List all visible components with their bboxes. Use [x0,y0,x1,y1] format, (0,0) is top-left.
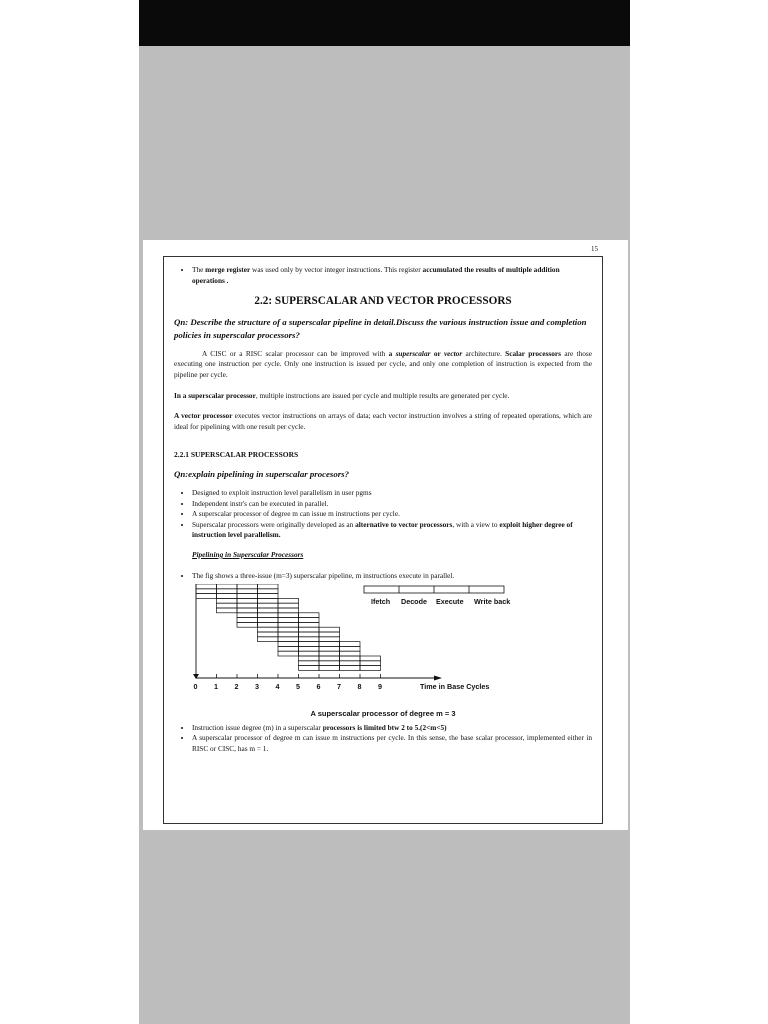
pipeline-stage-cell [360,661,381,666]
text: , with a view to [452,519,500,529]
legend-label-decode: Decode [401,597,427,607]
axis-tick-label: 2 [234,682,239,692]
pipeline-stage-cell [319,661,340,666]
bold-text: alternative to vector processors [355,519,453,529]
pipeline-stage-cell [299,642,320,647]
bold-text: processors is limited btw 2 to 5.(2<m<5) [322,722,447,732]
pipeline-stage-cell [278,642,299,647]
list-item: • Designed to exploit instruction level parallelism in user pgms [192,488,592,499]
pipeline-stage-cell [258,627,279,632]
pipeline-stage-cell [299,622,320,627]
pipeline-stage-cell [278,632,299,637]
pipeline-stage-cell [237,594,258,599]
intro-bullet-list [174,265,592,286]
pipeline-stage-cell [319,646,340,651]
paragraph-vector [174,411,592,432]
pipeline-stage-cell [299,637,320,642]
pipeline-stage-cell [340,656,361,661]
text: Superscalar processors were originally developed as an [192,519,356,529]
list-item: • Independent instr's can be executed in parallel. [192,499,592,510]
pipeline-stage-cell [237,603,258,608]
bold-text: In a superscalar processor [174,390,256,400]
pipeline-stage-cell [196,594,217,599]
pipeline-stage-cell [278,618,299,623]
pipeline-stage-cell [278,603,299,608]
list-item [192,265,592,286]
pipeline-stage-cell [319,651,340,656]
text: are those executing one instruction per cycle. Only one instruction is issued per cycle, and only one completion of instruction is expected from the pipeline per cycle. [174,348,592,379]
pipeline-stage-cell [258,608,279,613]
pipeline-stage-cell [217,603,238,608]
text: The [192,265,206,274]
pipeline-stage-cell [237,584,258,589]
text: was used only by vector integer instructions. This register [250,265,423,274]
document-viewer [139,0,630,1024]
pipeline-stage-cell [340,651,361,656]
pipeline-stage-cell [278,627,299,632]
pipeline-stage-cell [278,646,299,651]
axis-tick-label: 6 [316,682,321,692]
pipeline-stage-cell [258,598,279,603]
text: Instruction issue degree (m) in a superscalar [192,722,323,732]
list-item: • A superscalar processor of degree m can issue m instructions per cycle. [192,509,592,520]
axis-tick-label: 3 [255,682,259,692]
pipeline-stage-cell [278,651,299,656]
pipeline-stage-cell [237,589,258,594]
question-heading: Qn: Describe the structure of a superscalar pipeline in detail.Discuss the various instruction issue and completion policies in superscalar processors? [174,316,587,340]
bold-text: A vector processor [174,411,233,421]
subsection-title: 2.2.1 SUPERSCALAR PROCESSORS [174,450,299,460]
section-title: 2.2: SUPERSCALAR AND VECTOR PROCESSORS [254,295,512,308]
list-item: • A superscalar processor of degree m can issue m instructions per cycle. In this sense, the base scalar processor, implemented either in RISC or CISC, has m = 1. [192,733,592,754]
pipeline-diagram [174,584,594,709]
bold-text: exploit higher degree of instruction level parallelism. [192,519,573,540]
pipeline-stage-cell [319,632,340,637]
axis-tick-label: 1 [214,682,218,692]
bold-text: Scalar processors [505,348,561,358]
bold-text: or [430,348,444,358]
pipeline-stage-cell [258,584,279,589]
pipeline-stage-cell [278,622,299,627]
pipeline-stage-cell [258,618,279,623]
pipeline-stage-cell [299,661,320,666]
pipeline-stage-cell [258,589,279,594]
paragraph-intro [174,349,592,381]
bold-text: accumulated the results of multiple addition operations . [192,265,560,285]
pipeline-stage-cell [237,618,258,623]
pipeline-stage-cell [237,598,258,603]
pipeline-stage-cell [258,632,279,637]
pipeline-stage-cell [237,613,258,618]
pipeline-stage-cell [340,666,361,671]
axis-tick-label: 9 [378,682,382,692]
pipeline-stage-cell [217,589,238,594]
legend-label-execute: Execute [436,597,464,607]
bold-italic-text: vector [443,348,463,358]
figure-bullet-list [174,571,592,582]
pipeline-stage-cell [237,608,258,613]
pipeline-stage-cell [278,598,299,603]
pipeline-stage-cell [340,642,361,647]
text: architecture. [462,348,506,358]
axis-tick-label: 7 [337,682,341,692]
pipeline-stage-cell [278,613,299,618]
pipeline-stage-cell [237,622,258,627]
pipeline-stage-cell [217,608,238,613]
list-item [192,520,592,541]
pipeline-stage-cell [258,603,279,608]
pipeline-stage-cell [319,656,340,661]
pipeline-stage-cell [258,594,279,599]
axis-label: Time in Base Cycles [420,682,490,692]
pipeline-figure [174,584,594,709]
question-heading: Qn:explain pipelining in superscalar procesors? [174,468,349,479]
pipeline-stage-cell [299,613,320,618]
bold-text: merge register [205,265,251,274]
pipeline-stage-cell [299,646,320,651]
pipeline-stage-cell [299,666,320,671]
pipeline-stage-cell [278,637,299,642]
pipeline-stage-cell [217,598,238,603]
pipeline-stage-cell [319,637,340,642]
text: , multiple instructions are issued per cycle and multiple results are generated per cycle. [255,390,510,400]
pipeline-stage-cell [196,584,217,589]
viewer-top-bar [139,0,630,46]
closing-bullet-list [174,723,592,755]
pipeline-stage-cell [196,589,217,594]
pipeline-stage-cell [299,656,320,661]
axis-tick-label: 0 [193,682,198,692]
text: executes vector instructions on arrays of data; each vector instruction involves a string of repeated operations, which are ideal for pipelining with one result per cycle. [174,411,593,431]
pipeline-stage-cell [299,651,320,656]
axis-tick-label: 4 [275,682,280,692]
pipeline-stage-cell [299,632,320,637]
document-page [143,240,628,830]
bold-text: a [388,348,396,358]
pipeline-stage-cell [319,666,340,671]
pipeline-stage-cell [258,622,279,627]
pipeline-stage-cell [360,666,381,671]
features-bullet-list [174,488,592,541]
axis-tick-label: 5 [296,682,300,692]
bold-italic-text: superscalar [395,348,431,358]
pipeline-stage-cell [278,608,299,613]
page-number: 15 [591,245,598,253]
pipeline-stage-cell [217,594,238,599]
pipeline-stage-cell [319,642,340,647]
pipeline-stage-cell [340,646,361,651]
list-item [192,723,592,734]
pipeline-stage-cell [217,584,238,589]
page-content-frame [163,256,603,824]
legend-label-ifetch: Ifetch [371,597,391,607]
axis-tick-label: 8 [357,682,362,692]
horizontal-axis-arrow [434,676,442,681]
pipeline-grid [196,584,381,670]
pipeline-stage-cell [340,661,361,666]
paragraph-superscalar [174,391,592,402]
pipeline-stage-cell [360,656,381,661]
pipeline-stage-cell [319,627,340,632]
pipeline-stage-cell [299,627,320,632]
figure-caption: A superscalar processor of degree m = 3 [310,709,456,719]
legend-label-writeback: Write back [474,597,511,607]
list-item: • The fig shows a three-issue (m=3) superscalar pipeline, m instructions execute in parallel. [192,571,592,582]
legend-box [364,586,504,593]
text: A CISC or a RISC scalar processor can be improved with [202,348,389,358]
pipeline-stage-cell [258,613,279,618]
sub-heading: Pipelining in Superscalar Processors [192,549,304,559]
pipeline-stage-cell [299,618,320,623]
pipeline-stage-cell [258,637,279,642]
